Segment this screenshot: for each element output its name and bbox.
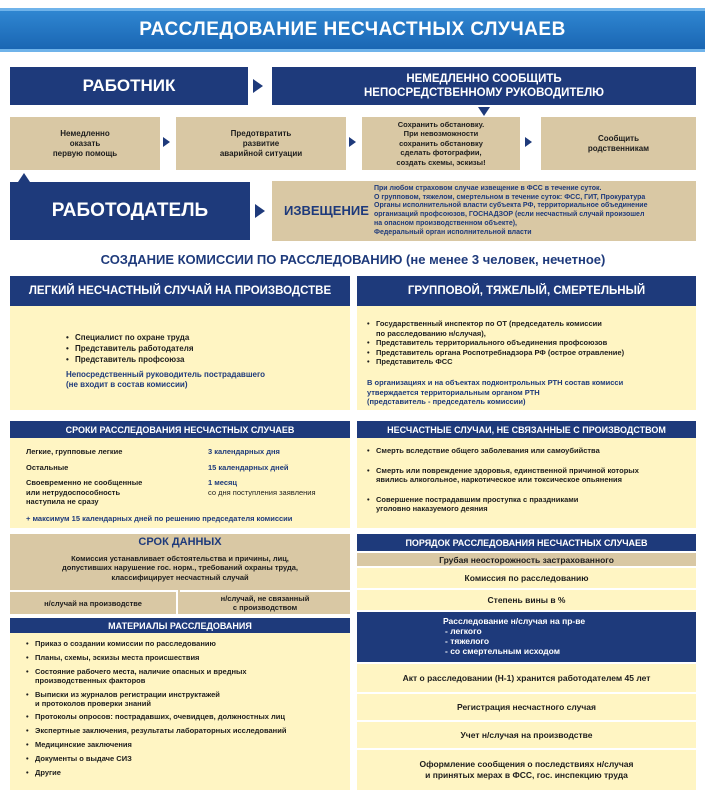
title-bar: [0, 0, 705, 60]
arrow-right-icon: [525, 137, 532, 147]
employer-label: РАБОТОДАТЕЛЬ: [51, 200, 209, 221]
data-term-title: СРОК ДАННЫХ: [138, 535, 222, 548]
list-item: • Медицинские заключения: [26, 741, 346, 750]
materials-panel: [10, 618, 350, 790]
light-accident-title: ЛЕГКИЙ НЕСЧАСТНЫЙ СЛУЧАЙ НА ПРОИЗВОДСТВЕ: [10, 276, 350, 306]
commission-heading: СОЗДАНИЕ КОМИССИИ ПО РАССЛЕДОВАНИЮ (не менее 3 человек, нечетное): [100, 251, 606, 267]
list-item: • Состояние рабочего места, наличие опасных и вредных производственных факторов: [26, 668, 346, 686]
worker-label: РАБОТНИК: [82, 76, 176, 95]
severe-accident-list: [367, 319, 692, 367]
procedure-report: Оформление сообщения о последствиях н/случая и принятых мерах в ФСС, гос. инспекцию труда: [357, 748, 696, 790]
employer-box: [10, 182, 250, 240]
list-item: • Документы о выдаче СИЗ: [26, 755, 346, 764]
page-title: РАССЛЕДОВАНИЕ НЕСЧАСТНЫХ СЛУЧАЕВ: [139, 19, 566, 40]
list-item: • Представитель территориального объединения профсоюзов: [367, 338, 692, 348]
terms-period: 15 календарных дней: [208, 463, 289, 472]
procedure-panel: [357, 534, 696, 790]
procedure-title: ПОРЯДОК РАССЛЕДОВАНИЯ НЕСЧАСТНЫХ СЛУЧАЕВ: [357, 534, 696, 551]
list-item: • Выписки из журналов регистрации инструктажей и протоколов проверки знаний: [26, 691, 346, 709]
notice-box: [272, 181, 696, 241]
procedure-act: Акт о расследовании (Н-1) хранится работодателем 45 лет: [357, 662, 696, 692]
not-work-list: [367, 446, 692, 514]
list-item: • Совершение пострадавшим проступка с праздниками уголовно наказуемого деяния: [367, 495, 692, 514]
step-first-aid: Немедленно оказать первую помощь: [10, 117, 160, 170]
step-relatives: Сообщить родственникам: [541, 117, 696, 170]
list-item: • Смерть вследствие общего заболевания или самоубийства: [367, 446, 692, 456]
arrow-right-icon: [349, 137, 356, 147]
arrow-up-icon: [18, 173, 30, 182]
list-item: • Государственный инспектор по ОТ (председатель комиссии по расследованию н/случая),: [367, 319, 692, 338]
terms-extra: + максимум 15 календарных дней по решению председателя комиссии: [26, 514, 293, 523]
notify-text: НЕМЕДЛЕННО СООБЩИТЬ НЕПОСРЕДСТВЕННОМУ РУКОВОДИТЕЛЮ: [363, 73, 605, 99]
terms-case: Своевременно не сообщенные или нетрудоспособность наступила не сразу: [26, 478, 143, 506]
list-item: • Специалист по охране труда: [66, 332, 194, 343]
list-item: - со смертельным исходом: [445, 646, 561, 656]
list-item: • Представитель работодателя: [66, 343, 194, 354]
severe-accident-note: В организациях и на объектах подконтрольных РТН состав комисси утверждается территориальным органом РТН (представитель - председатель комиссии): [367, 378, 624, 406]
procedure-accounting: Учет н/случая на производстве: [357, 720, 696, 748]
materials-title: МАТЕРИАЛЫ РАССЛЕДОВАНИЯ: [10, 618, 350, 633]
data-term-text: Комиссия устанавливает обстоятельства и причины, лиц, допустивших нарушение гос. норм., требований охраны труда, классифицирует несчастный случай: [61, 553, 298, 582]
terms-case: Легкие, групповые легкие: [26, 447, 123, 456]
severe-accident-panel: [357, 276, 696, 410]
notify-box: [272, 67, 696, 105]
list-item: • Протоколы опросов: пострадавших, очевидцев, должностных лиц: [26, 713, 346, 722]
list-item: • Планы, схемы, эскизы места происшествия: [26, 654, 346, 663]
terms-title: СРОКИ РАССЛЕДОВАНИЯ НЕСЧАСТНЫХ СЛУЧАЕВ: [10, 421, 350, 438]
arrow-right-icon: [253, 79, 263, 93]
data-term-work: н/случай на производстве: [10, 590, 178, 614]
worker-box: [10, 67, 248, 105]
list-item: • Приказ о создании комиссии по расследованию: [26, 640, 346, 649]
step-preserve: Сохранить обстановку. При невозможности сохранить обстановку сделать фотографии, создать схемы, эскизы!: [362, 117, 520, 170]
light-accident-note: Непосредственный руководитель пострадавшего (не входит в состав комиссии): [66, 370, 266, 389]
light-accident-panel: [10, 276, 350, 410]
arrow-right-icon: [255, 204, 265, 218]
procedure-gross: Грубая неосторожность застрахованного: [357, 551, 696, 566]
severe-accident-title: ГРУППОВОЙ, ТЯЖЕЛЫЙ, СМЕРТЕЛЬНЫЙ: [357, 276, 696, 306]
list-item: • Другие: [26, 769, 346, 778]
arrow-right-icon: [163, 137, 170, 147]
data-term-panel: [10, 534, 350, 614]
notice-text: При любом страховом случае извещение в ФСС в течение суток. О групповом, тяжелом, смертельном в течение суток: ФСС, ГИТ, Прокуратура Органы исполнительной власти субъекта РФ, территориальное объединение организаций профсоюзов, ГОСНАДЗОР (если несчастный случай произошел на опасном производственном объекте), Федеральный орган исполнительной власти: [374, 185, 648, 236]
light-accident-list: [66, 332, 194, 365]
terms-case: Остальные: [26, 463, 69, 472]
list-item: • Представитель ФСС: [367, 357, 692, 367]
notice-label: ИЗВЕЩЕНИЕ: [284, 203, 369, 218]
terms-period: 1 месяц: [208, 478, 238, 487]
not-work-title: НЕСЧАСТНЫЕ СЛУЧАИ, НЕ СВЯЗАННЫЕ С ПРОИЗВОДСТВОМ: [357, 421, 696, 438]
list-item: • Представитель органа Роспотребнадзора РФ (острое отравление): [367, 348, 692, 358]
materials-list: [26, 640, 346, 778]
terms-period: 3 календарных дня: [208, 447, 280, 456]
list-item: • Представитель профсоюза: [66, 354, 194, 365]
terms-panel: [10, 421, 350, 528]
not-work-panel: [357, 421, 696, 528]
list-item: - легкого: [445, 626, 482, 636]
list-item: • Смерть или повреждение здоровья, единственной причиной которых явились алкогольное, наркотическое или токсическое опьянения: [367, 466, 692, 485]
data-term-non-work: н/случай, не связанный с производством: [180, 590, 350, 614]
arrow-down-icon: [478, 107, 490, 116]
procedure-investigation-title: Расследование н/случая на пр-ве: [443, 616, 586, 626]
procedure-registration: Регистрация несчастного случая: [357, 692, 696, 720]
list-item: - тяжелого: [445, 636, 490, 646]
list-item: • Экспертные заключения, результаты лабораторных исследований: [26, 727, 346, 736]
procedure-commission: Комиссия по расследованию: [357, 566, 696, 588]
procedure-guilt: Степень вины в %: [357, 588, 696, 610]
procedure-investigation: [357, 610, 696, 662]
step-prevent: Предотвратить развитие аварийной ситуации: [176, 117, 346, 170]
terms-period-note: со дня поступления заявления: [208, 488, 316, 497]
title-banner: [0, 8, 705, 52]
